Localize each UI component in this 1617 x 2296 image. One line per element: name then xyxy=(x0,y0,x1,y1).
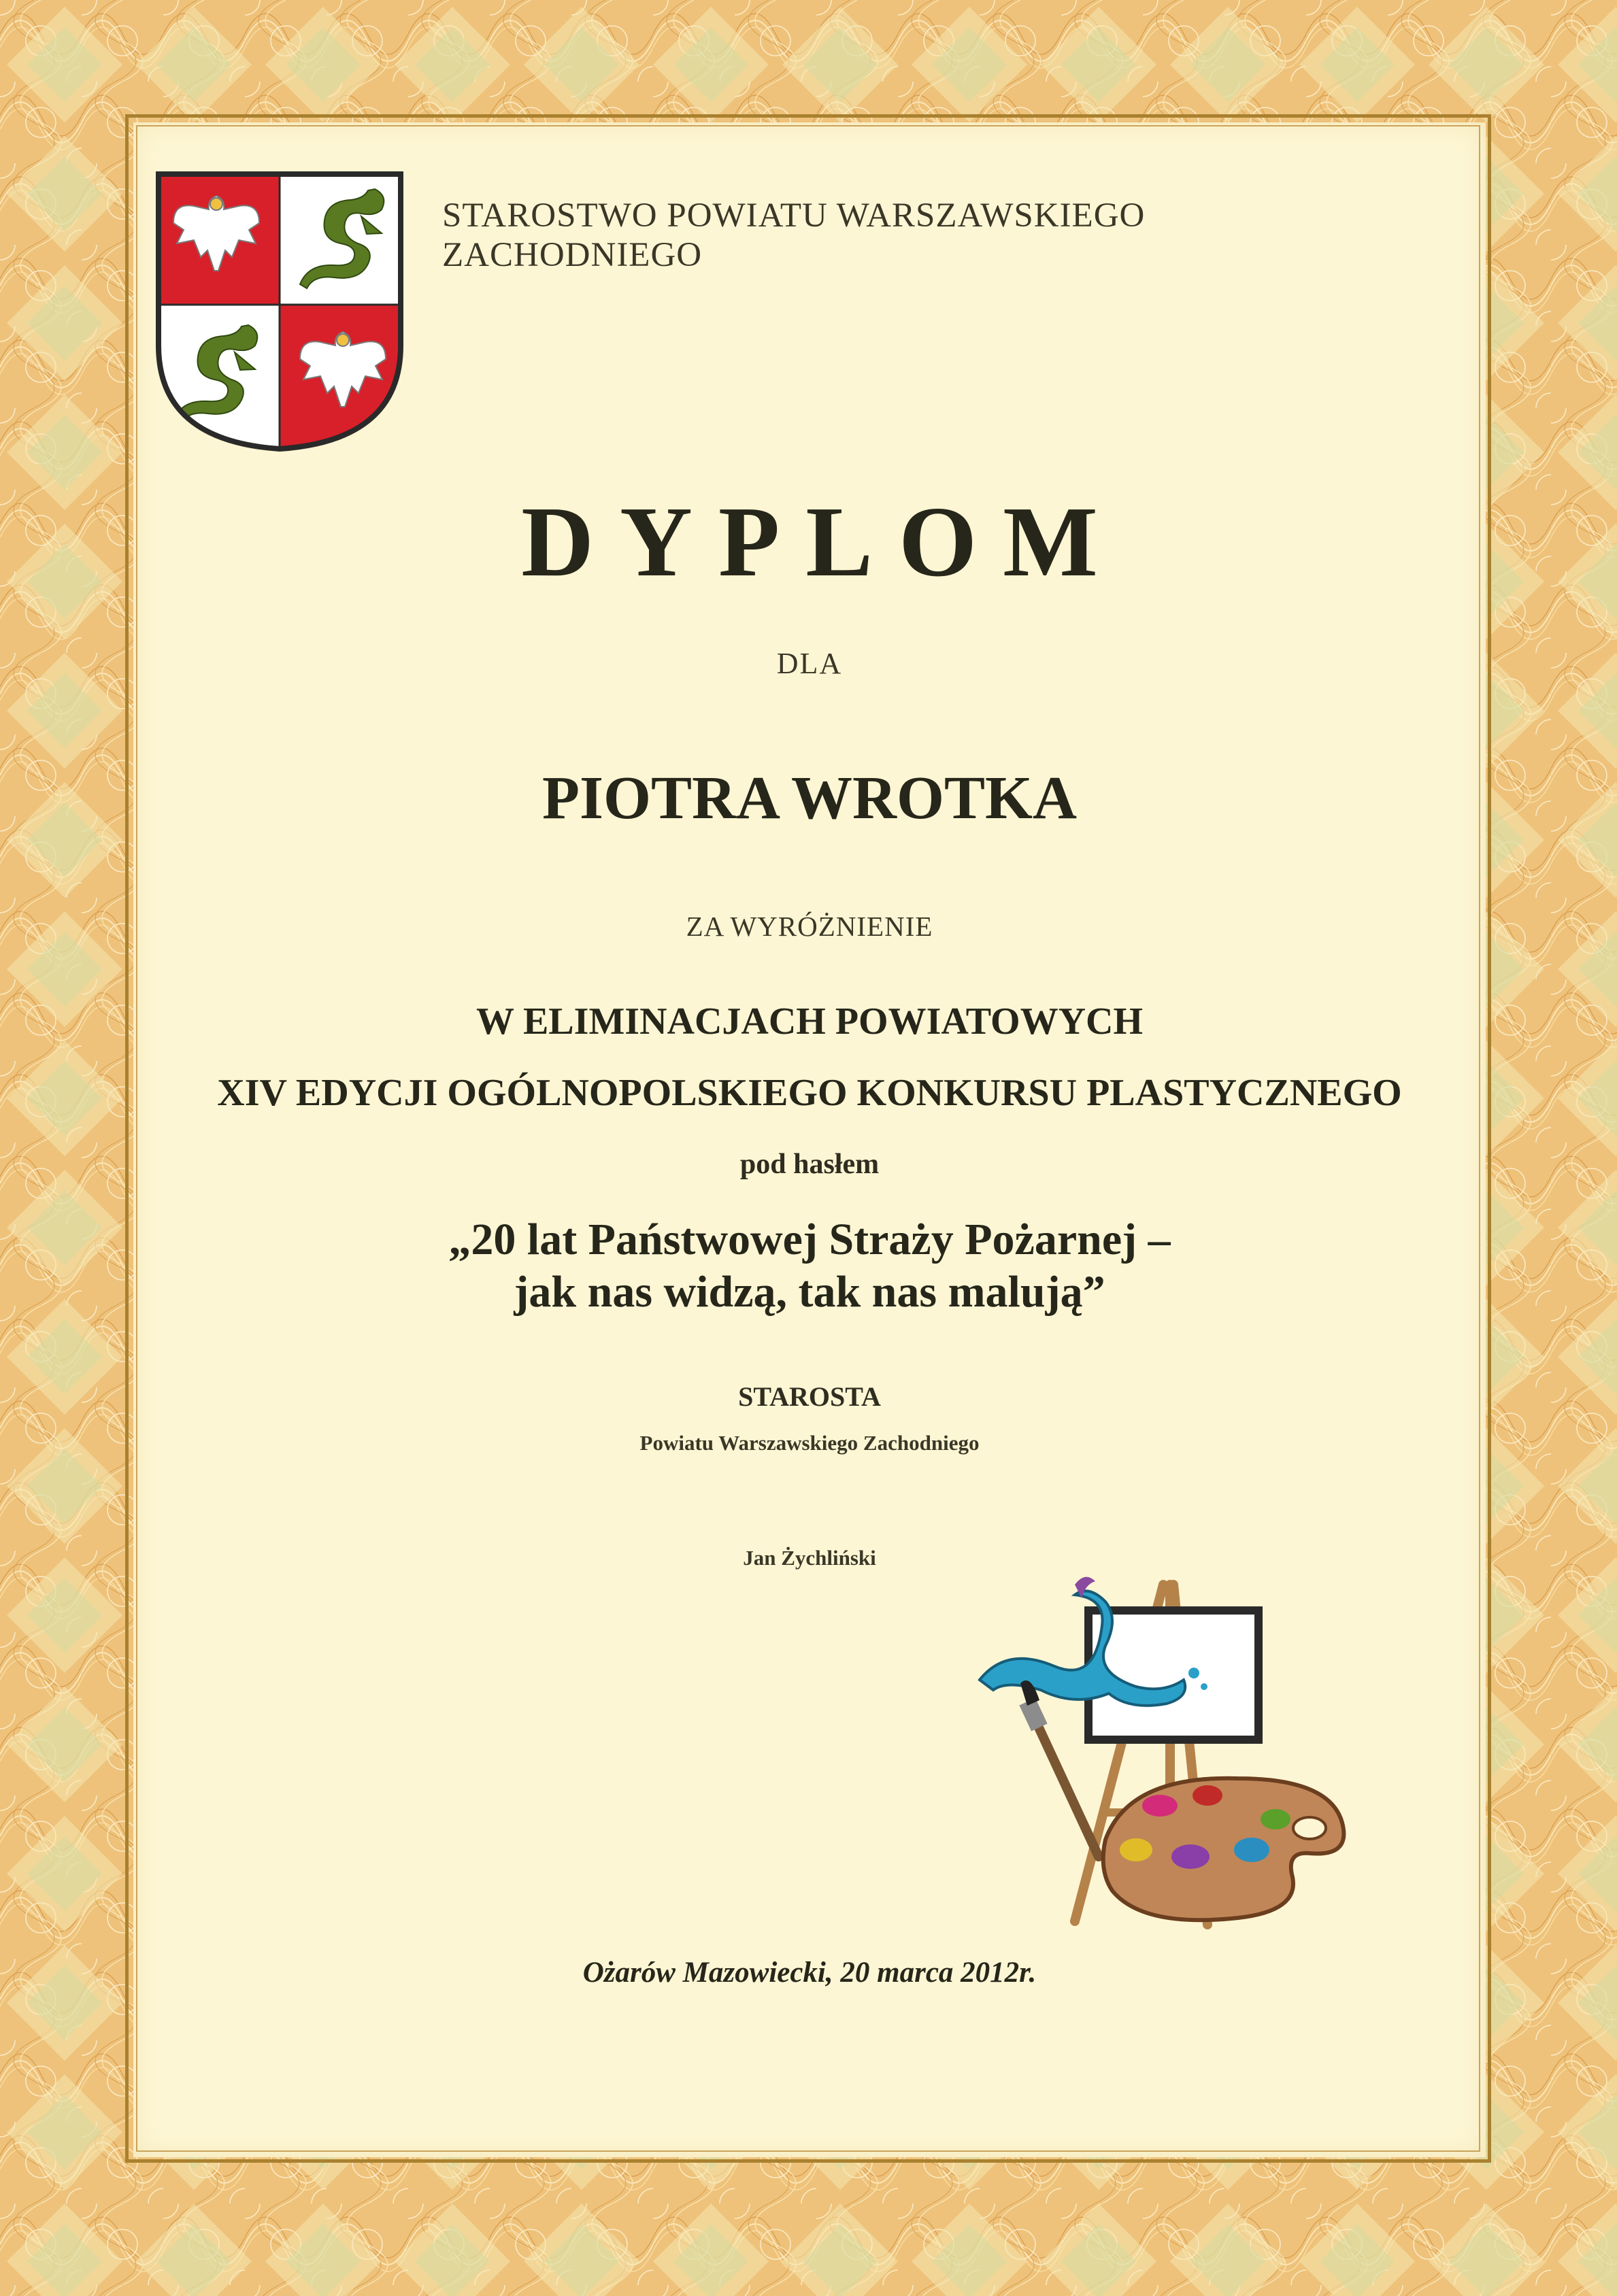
motto-line-2: jak nas widzą, tak nas malują” xyxy=(514,1267,1105,1317)
signatory-office: Powiatu Warszawskiego Zachodniego xyxy=(639,1431,980,1455)
signatory-name: Jan Żychliński xyxy=(743,1546,876,1570)
recipient-name: PIOTRA WROTKA xyxy=(542,764,1077,832)
place-and-date: Ożarów Mazowiecki, 20 marca 2012r. xyxy=(582,1957,1037,1989)
issuing-authority: STAROSTWO POWIATU WARSZAWSKIEGO ZACHODNIEGO xyxy=(442,197,1146,274)
dla-label: DLA xyxy=(776,647,843,680)
competition-line-1: W ELIMINACJACH POWIATOWYCH xyxy=(476,1000,1144,1043)
pod-haslem-label: pod hasłem xyxy=(739,1149,880,1180)
signatory-title: STAROSTA xyxy=(738,1381,881,1412)
easel-palette-icon xyxy=(966,1571,1354,1945)
competition-line-2: XIV EDYCJI OGÓLNOPOLSKIEGO KONKURSU PLASTYCZNEGO xyxy=(217,1072,1402,1114)
motto-line-1: „20 lat Państwowej Straży Pożarnej – xyxy=(448,1215,1171,1264)
award-reason: ZA WYRÓŻNIENIE xyxy=(686,911,933,942)
coat-of-arms-icon xyxy=(153,169,406,453)
diploma-title: DYPLOM xyxy=(521,486,1124,598)
